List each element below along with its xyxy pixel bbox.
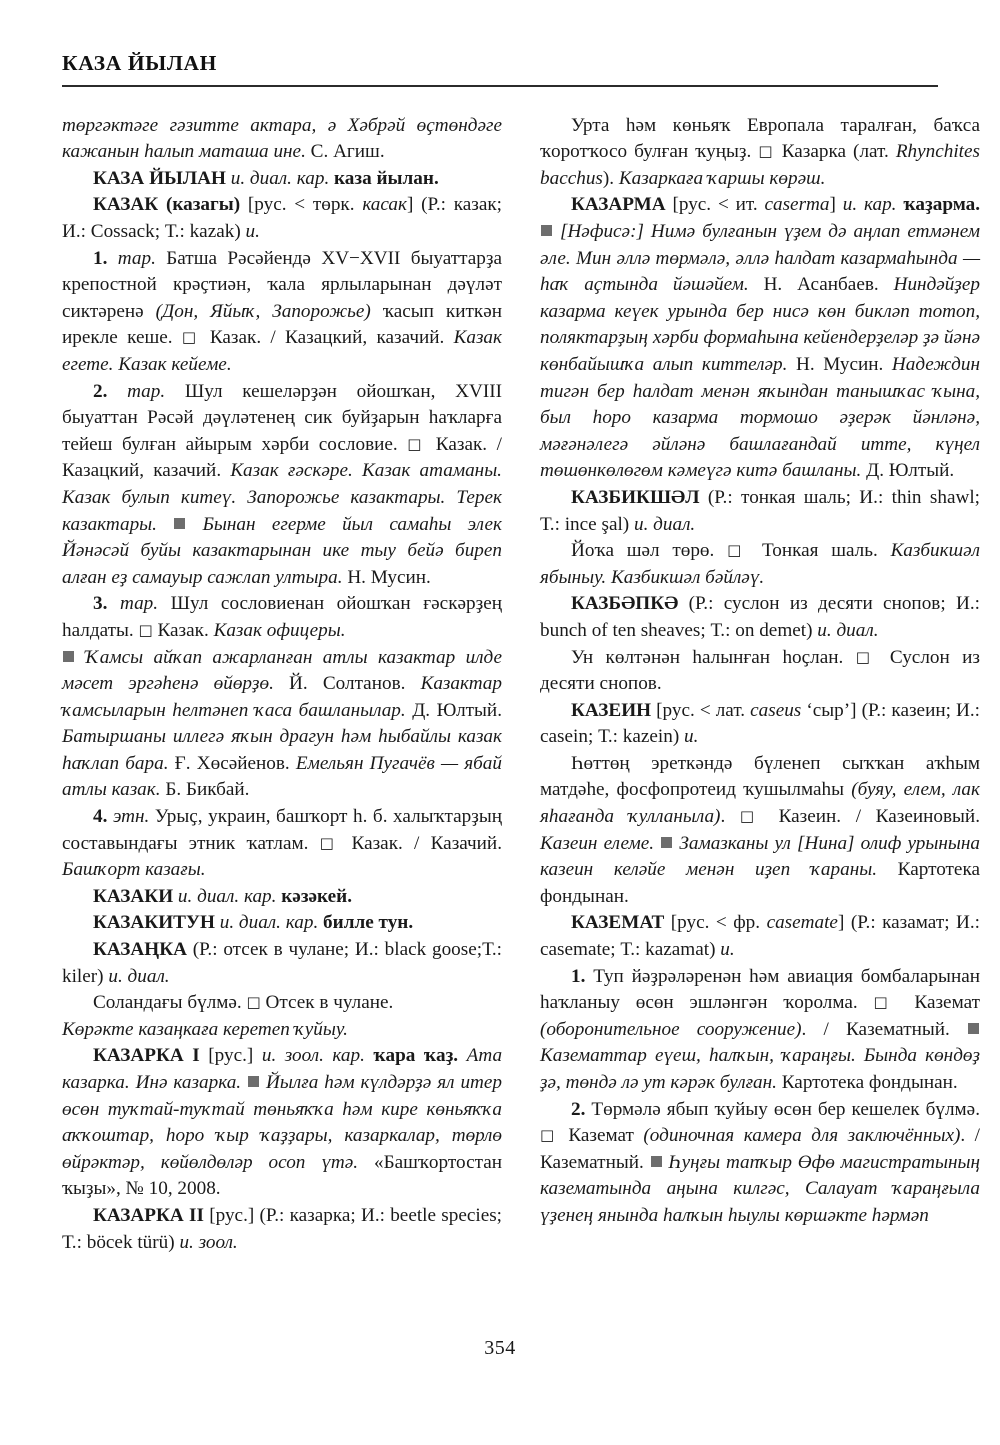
- translation-part-a: Каземат: [558, 1125, 644, 1147]
- translation-marker-icon: □: [319, 833, 341, 852]
- etymology-source: caserma: [764, 194, 830, 216]
- entry-kazemat-head: [540, 910, 980, 963]
- definition-part-a: Һөттөң эреткәндә бүленеп сыҡҡан аҡһым матдәһе, фосфопротеид ҡушылмаһы: [540, 752, 980, 801]
- citation-source: «Башҡортостан ҡыҙы», № 10, 2008.: [62, 1151, 502, 1200]
- equivalents: (Р.: казак; И.: Cossack; Т.: kazak): [62, 194, 503, 243]
- right-column: [540, 113, 980, 1230]
- citation-author: Й. Солтанов.: [273, 673, 406, 695]
- cross-reference: ҡаҙарма.: [903, 194, 981, 216]
- translation-marker-icon: □: [540, 1126, 559, 1145]
- cross-reference: кәзәкей.: [281, 885, 352, 907]
- translation-part-b: . / Казематный.: [801, 1018, 967, 1040]
- entry-kazanka-head: [62, 937, 502, 990]
- etymology-open: [рус. < лат.: [656, 699, 751, 721]
- translation: Казак. / Казацкий, казачий.: [200, 327, 454, 349]
- definition: Ун көлтәнән һалынған һоҫлан.: [571, 646, 856, 668]
- sense-label: этн.: [112, 806, 150, 828]
- equivalents: (Р.: тонкая шаль; И.: thin shawl; Т.: ince şal): [540, 486, 981, 535]
- definition: Соландағы бүлмә.: [93, 992, 247, 1014]
- headword: КАЗАКИ: [93, 885, 174, 907]
- grammar-abbr: и. диал. кар.: [177, 885, 277, 907]
- definition-part-a: Батша Рәсәйендә XV−XVII быуаттарҙа крепостной крәҫтиән, ҡала ярлыларынан дәүләт сиктәренә: [62, 247, 502, 322]
- translation-gloss: (одиночная камера для заключённых): [643, 1125, 961, 1147]
- entry-kazarka-1: [62, 1043, 502, 1203]
- citation-marker-icon: [968, 1023, 979, 1034]
- headword: КАЗЕМАТ: [571, 912, 665, 934]
- definition-part-b: .: [720, 806, 740, 828]
- entry-kazakitun: [62, 910, 502, 937]
- equivalents: (Р.: казарка; И.: beetle species; Т.: böcek türü): [62, 1204, 503, 1253]
- entry-kazein-head: [540, 698, 980, 751]
- headword: КАЗАҢКА: [93, 939, 187, 961]
- citation-author: Н. Асанбаев.: [748, 274, 879, 296]
- grammar-abbr: и. диал.: [108, 965, 170, 987]
- translation: Казарка (лат.: [774, 141, 896, 163]
- grammar-abbr: и. зоол. кар.: [261, 1045, 374, 1067]
- usage-examples: Ата казарка. Инә казарка.: [62, 1045, 503, 1094]
- sense-number: 1.: [571, 965, 586, 987]
- definition-italic: (буяу, елем, лак яһағанда ҡулланыла): [540, 779, 980, 828]
- headword: КАЗАРКА II: [93, 1204, 204, 1226]
- translation: Отсек в чулане.: [260, 992, 394, 1014]
- headword: КАЗАК: [93, 194, 159, 216]
- sense-label: тар.: [117, 247, 156, 269]
- cross-reference: каза йылан.: [334, 167, 439, 189]
- sense-1: [62, 246, 502, 379]
- usage-examples: Казаркаға ҡаршы көрәш.: [618, 167, 826, 189]
- kazemat-sense-2: [540, 1097, 980, 1230]
- translation-part-a: Каземат: [898, 992, 980, 1014]
- grammar-abbr: и. диал.: [817, 619, 879, 641]
- equivalents: (Р.: суслон из десяти снопов; И.: bunch of ten sheaves; Т.: on demet): [540, 593, 980, 641]
- translation-gloss: (оборонительное сооружение): [540, 1018, 802, 1040]
- translation-marker-icon: □: [873, 993, 899, 1012]
- usage-examples: Көрәкте казаңкаға керетеп ҡуйыу.: [62, 1018, 348, 1040]
- translation-part-b: . / Казематный.: [540, 1125, 980, 1173]
- definition-italic: (Дон, Яйыҡ, Запорожье): [155, 300, 371, 322]
- headword: КАЗА ЙЫЛАН: [93, 167, 226, 189]
- translation: Казак.: [152, 619, 214, 641]
- citation-marker-icon: [174, 518, 185, 529]
- entry-kazarma: [540, 192, 980, 485]
- header-rule: [62, 85, 938, 87]
- citation-marker-icon: [248, 1076, 259, 1087]
- definition: Туп йәҙрәләренән һәм авиация бомбаларынан һаҡланыу өсөн эшләнгән ҡоролма.: [540, 965, 980, 1014]
- translation-marker-icon: □: [138, 620, 153, 639]
- sense-number: 2.: [93, 380, 108, 402]
- translation-marker-icon: □: [181, 328, 201, 347]
- citation-author: Д. Юлтый.: [405, 699, 502, 721]
- sense-label: тар.: [119, 593, 159, 615]
- entry-kazak-head: [62, 192, 502, 245]
- translation-marker-icon: □: [758, 142, 775, 161]
- citation-marker-icon: [541, 225, 552, 236]
- sense-label: тар.: [127, 380, 166, 402]
- entry-kazaki: [62, 884, 502, 911]
- citation-text: Казактар ҡамсыларын һелтәнеп ҡаса башланылар.: [62, 673, 502, 721]
- citation-text: [Нәфисә:] Нимә булғанын үҙем дә аңлап етмәнем әле. Мин әллә төрмәлә, әллә һалдат казармаһында — һаҡ аҫтында йәшәйем.: [540, 221, 981, 296]
- definition: Шул кешеләрҙән ойошҡан, XVIII быуаттан Рәсәй дәүләтенең сик буйҙарын һаҡларға тейеш булған айырым хәрби сословие.: [62, 380, 503, 455]
- headword: КАЗБИКШӘЛ: [571, 486, 700, 508]
- grammar-abbr: и. зоол.: [179, 1231, 238, 1253]
- translation: Суслон из десяти снопов.: [540, 646, 981, 695]
- sense-number: 2.: [571, 1098, 586, 1120]
- definition: Урта һәм көньяҡ Европала таралған, баҡса ҡоротҡосо булған ҡуңыҙ.: [540, 114, 980, 163]
- citation-text: Ниндәйҙер казарма кеүек урында бер нисә көн бикләп тотоп, поляктарҙың хәрби формаһына кейендерҙеләр ҙә йәнә көнбайышҡа алып киттеләр.: [540, 274, 980, 375]
- left-column: [62, 113, 502, 1257]
- translation-marker-icon: □: [855, 647, 878, 666]
- headword: КАЗБӘПКӘ: [571, 593, 679, 615]
- headword: КАЗАРМА: [571, 194, 666, 216]
- sense-number: 1.: [93, 247, 108, 269]
- definition-part-b: ҡасып киткән ирекле кеше.: [62, 300, 502, 349]
- headword: КАЗЕИН: [571, 699, 652, 721]
- sense-4: [62, 804, 502, 884]
- text-columns: [62, 113, 981, 1257]
- citation-text: Йылға һәм күлдәрҙә ял итер өсөн туҡтай-туҡтай төньяҡҡа һәм кире көньяҡҡа аҡҡоштар, һоро ҡыр ҡаҙҙары, казаркалар, төрлө өйрәктәр, көйөлдөләр осоп үтә.: [62, 1072, 503, 1173]
- carryover-attribution: С. Агиш.: [305, 141, 385, 163]
- usage-examples: Казак офицеры.: [213, 619, 346, 641]
- citation-text: Һуңғы тапҡыр Өфө магистратының казематында аңына килгәс, Салауат ҡараңғыла үҙенең янында һалҡын һыулы көршәкте һәрмәп: [540, 1151, 980, 1226]
- carryover-paragraph: [62, 113, 502, 166]
- citation-text: Бынан егерме йыл самаһы элек Йәнәсәй буйы казактарынан ике тыу бейә биреп алған еҙ самауыр сажлап ултыра.: [62, 513, 502, 588]
- translation-close: ).: [602, 167, 619, 189]
- grammar-abbr: и. диал. кар.: [219, 912, 319, 934]
- entry-kazbikshal-body: [540, 538, 980, 591]
- translation-marker-icon: □: [407, 434, 427, 453]
- etymology-source: casemate: [766, 912, 838, 934]
- etymology-open: [рус. < төрк.: [247, 194, 363, 216]
- cross-reference: ҡара ҡаҙ.: [373, 1045, 459, 1067]
- translation: Казеин. / Казеиновый.: [763, 806, 980, 828]
- headword: КАЗАРКА I: [93, 1045, 200, 1067]
- citation-author: Н. Мусин.: [787, 353, 884, 375]
- etymology-close: ]: [407, 194, 414, 216]
- grammar-abbr: и. кар.: [842, 194, 904, 216]
- equivalents: (Р.: казеин; И.: casein; Т.: kazein): [540, 699, 980, 748]
- etymology-source: касак: [362, 194, 407, 216]
- etymology-open: [рус. < ит.: [672, 194, 765, 216]
- part-of-speech: и.: [245, 221, 260, 243]
- translation-marker-icon: □: [739, 807, 764, 826]
- inflection-form: (казагы): [165, 194, 241, 216]
- entry-kazbapka-head: [540, 591, 980, 644]
- entry-kazarka-2-continued: [540, 113, 980, 193]
- sense-3: [62, 591, 502, 804]
- citation-text: Ҡамсы айҡап ажарланған атлы казактар илде мәсет эргәһенә өйөрҙө.: [62, 646, 502, 695]
- definition: Урыҫ, украин, башҡорт һ. б. халыҡтарҙың составындағы этник ҡатлам.: [62, 806, 503, 854]
- usage-examples: Казбикшәл ябыныу. Казбикшәл бәйләү.: [540, 540, 980, 588]
- etymology-open: [рус. < фр.: [670, 912, 767, 934]
- grammar-abbr: и. диал.: [633, 513, 696, 535]
- grammar-abbr: и.: [684, 726, 699, 748]
- equivalents: (Р.: отсек в чулане; И.: black goose;Т.: kiler): [62, 939, 503, 987]
- citation-author: Б. Бикбай.: [160, 779, 250, 801]
- entry-kaza-jylan: [62, 166, 502, 193]
- headword: КАЗАКИТУН: [93, 912, 215, 934]
- equivalents: (Р.: казамат; И.: casemate; Т.: kazamat): [540, 912, 981, 961]
- page-number: 354: [484, 1337, 516, 1359]
- etymology: [рус.]: [209, 1204, 260, 1226]
- definition: Төрмәлә ябып ҡуйыу өсөн бер кешелек бүлмә.: [585, 1098, 980, 1120]
- citation-marker-icon: [661, 837, 672, 848]
- latin-species-name: Rhynchites bacchus: [540, 141, 980, 189]
- translation-marker-icon: □: [246, 993, 261, 1012]
- entry-kazbikshal-head: [540, 485, 980, 538]
- citation-text: Казематтар еүеш, һалҡын, ҡараңғы. Бында көндөҙ ҙә, төндә лә ут кәрәк булған.: [540, 1045, 980, 1094]
- translation: Казак. / Казацкий, казачий.: [62, 433, 502, 482]
- usage-examples: Казеин елеме.: [540, 832, 655, 854]
- translation: Тонкая шаль.: [749, 540, 891, 562]
- citation-text: Надеждин тигән бер һалдат менән яҡындан танышҡас ҡына, был һоро казарма тормошо әҙерәк йәнләнә, мәғәнәлегә әйләнә башлағандай итте, күңел төшөнкөлөгөм кәмеүгә китә башланы.: [540, 353, 980, 482]
- citation-marker-icon: [63, 651, 74, 662]
- translation: Казак. / Казачий.: [340, 832, 502, 854]
- entry-kazarka-2: [62, 1203, 502, 1256]
- etymology-close: ]: [837, 912, 851, 934]
- translation-marker-icon: □: [727, 541, 750, 560]
- citation-source: Картотека фондынан.: [776, 1072, 958, 1094]
- usage-examples: Казак егете. Казак кейеме.: [62, 327, 502, 375]
- etymology-close: ]: [829, 194, 843, 216]
- usage-examples: Башҡорт казағы.: [62, 859, 206, 881]
- citation-source: Картотека фондынан.: [540, 859, 980, 907]
- kazemat-sense-1: [540, 964, 980, 1097]
- citation-text: Замазканы ул [Нина] олиф урынына казеин келәйе менән иҙеп ҡараны.: [540, 832, 980, 881]
- definition: Шул сословиенан ойошҡан ғәскәрҙең һалдаты.: [62, 593, 502, 641]
- etymology-source: caseus: [750, 699, 802, 721]
- entry-kazanka-body: [62, 990, 502, 1043]
- cross-reference: билле тун.: [323, 912, 414, 934]
- sense-number: 4.: [93, 806, 108, 828]
- sense-number: 3.: [93, 593, 108, 615]
- citation-author: Ғ. Хөсәйенов.: [168, 752, 290, 774]
- citation-text: Батыршаны иллегә яҡын драгун һәм һыбайлы казак һаҡлап бара.: [62, 726, 502, 774]
- etymology: [рус.]: [208, 1045, 262, 1067]
- running-head: КАЗА ЙЫЛАН: [62, 51, 217, 75]
- etymology-close: ‘сыр’]: [801, 699, 862, 721]
- citation-marker-icon: [651, 1156, 662, 1167]
- carryover-italic: төргәктәге гәзитте актара, ә Хәбрәй өҫтөндәге кажанын һалып маташа ине.: [62, 114, 502, 163]
- citation-text: Емельян Пугачёв — ябай атлы казак.: [62, 752, 502, 801]
- citation-author: Н. Мусин.: [342, 566, 431, 588]
- definition: Йоҡа шәл төрө.: [571, 540, 728, 562]
- grammar-abbr: и. диал. кар.: [230, 167, 330, 189]
- citation-author: Д. Юлтый.: [861, 460, 955, 482]
- entry-kazbapka-body: [540, 645, 980, 698]
- sense-2: [62, 379, 502, 592]
- grammar-abbr: и.: [720, 939, 735, 961]
- entry-kazein-body: [540, 751, 980, 911]
- usage-examples: Казак ғәскәре. Казак атаманы. Казак булып китеү. Запорожье казактары. Терек казактары.: [62, 460, 502, 535]
